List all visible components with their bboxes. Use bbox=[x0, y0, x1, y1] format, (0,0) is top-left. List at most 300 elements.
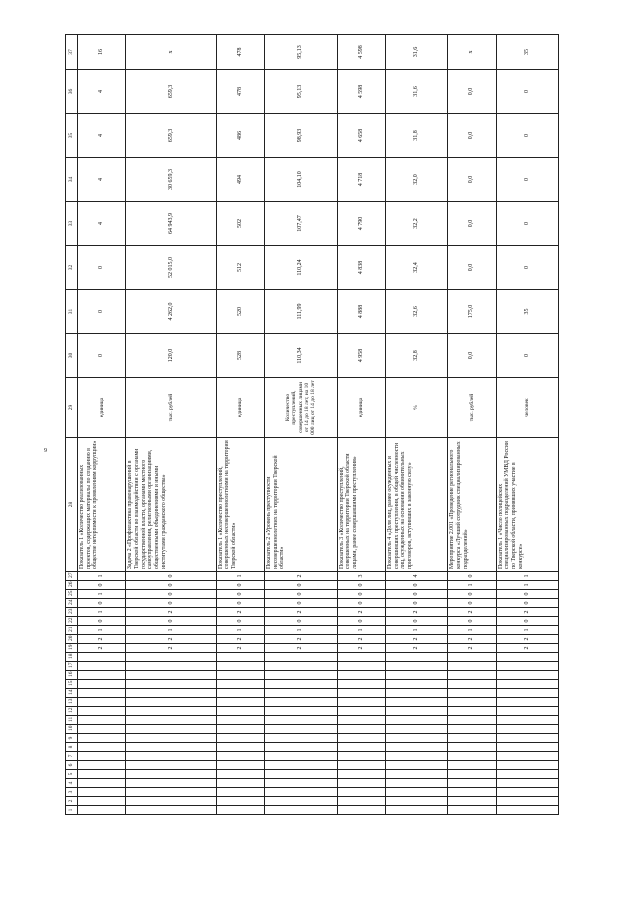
code-digit-cell: 2 bbox=[448, 635, 496, 644]
value-cell: 0 bbox=[496, 202, 558, 246]
indicator-name-cell: Показатель 1 «Количество реализованных проектов, содержащих материалы по созданию в обществе нетерпимости к проявлениям коррупции» bbox=[78, 438, 126, 572]
code-digit-cell bbox=[216, 743, 264, 752]
code-digit-cell bbox=[385, 698, 447, 707]
code-digit-cell bbox=[216, 716, 264, 725]
code-digit-cell bbox=[78, 653, 126, 662]
code-digit-cell: 2 bbox=[216, 608, 264, 617]
code-digit-cell: 0 bbox=[385, 617, 447, 626]
program-indicators-table bbox=[65, 34, 559, 815]
value-cell: 4 658 bbox=[337, 114, 385, 158]
code-digit-cell: 2 bbox=[385, 635, 447, 644]
code-digit-cell bbox=[385, 707, 447, 716]
code-digit-cell: 0 bbox=[385, 590, 447, 599]
code-digit-cell bbox=[385, 734, 447, 743]
code-digit-cell: 2 bbox=[126, 608, 216, 617]
value-cell: 52 015,0 bbox=[126, 246, 216, 290]
code-digit-cell: 0 bbox=[264, 590, 337, 599]
code-digit-cell bbox=[216, 725, 264, 734]
code-digit-cell bbox=[126, 707, 216, 716]
value-cell: 502 bbox=[216, 202, 264, 246]
value-cell: 512 bbox=[216, 246, 264, 290]
value-cell: 659,3 bbox=[126, 114, 216, 158]
code-digit-cell bbox=[264, 680, 337, 689]
code-digit-cell bbox=[78, 770, 126, 779]
code-digit-cell bbox=[126, 743, 216, 752]
value-cell: 528 bbox=[216, 334, 264, 378]
code-digit-cell: 0 bbox=[126, 617, 216, 626]
code-digit-cell: 2 bbox=[78, 635, 126, 644]
code-digit-cell bbox=[264, 806, 337, 815]
code-digit-cell bbox=[264, 752, 337, 761]
value-cell: 0 bbox=[496, 114, 558, 158]
code-digit-cell: 1 bbox=[78, 608, 126, 617]
code-digit-cell bbox=[78, 761, 126, 770]
code-digit-cell bbox=[385, 689, 447, 698]
value-cell: 4 718 bbox=[337, 158, 385, 202]
code-digit-cell bbox=[337, 752, 385, 761]
column-number-16: 16 bbox=[66, 671, 78, 680]
unit-cell: тыс. рублей bbox=[448, 378, 496, 438]
code-digit-cell: 0 bbox=[264, 599, 337, 608]
code-digit-cell bbox=[126, 806, 216, 815]
column-number-15: 15 bbox=[66, 680, 78, 689]
code-digit-cell bbox=[78, 716, 126, 725]
code-digit-cell bbox=[216, 788, 264, 797]
code-digit-cell bbox=[78, 797, 126, 806]
code-digit-cell bbox=[126, 671, 216, 680]
column-number-8: 8 bbox=[66, 743, 78, 752]
table-row bbox=[216, 35, 264, 815]
code-digit-cell bbox=[337, 680, 385, 689]
code-digit-cell: 0 bbox=[448, 590, 496, 599]
code-digit-cell bbox=[78, 671, 126, 680]
code-digit-cell: 0 bbox=[216, 590, 264, 599]
code-digit-cell bbox=[216, 752, 264, 761]
value-cell: 35 bbox=[496, 35, 558, 70]
code-digit-cell bbox=[448, 725, 496, 734]
column-number-27: 27 bbox=[66, 572, 78, 581]
code-digit-cell bbox=[496, 716, 558, 725]
column-number-12: 12 bbox=[66, 707, 78, 716]
code-digit-cell bbox=[126, 716, 216, 725]
unit-cell: единица bbox=[216, 378, 264, 438]
indicator-name-cell: Показатель 4 «Доля лиц, ранее осужденных и совершивших преступления, в общей численности лиц, осужденных на основании обвинительных приговоров, вступивших в законную силу» bbox=[385, 438, 447, 572]
code-digit-cell bbox=[385, 662, 447, 671]
value-cell: 4 790 bbox=[337, 202, 385, 246]
code-digit-cell bbox=[216, 662, 264, 671]
column-number-6: 6 bbox=[66, 761, 78, 770]
value-cell: 32,2 bbox=[385, 202, 447, 246]
code-digit-cell bbox=[337, 806, 385, 815]
code-digit-cell: 0 bbox=[337, 599, 385, 608]
code-digit-cell bbox=[216, 698, 264, 707]
value-cell: 31,6 bbox=[385, 70, 447, 114]
code-digit-cell: 1 bbox=[78, 572, 126, 581]
code-digit-cell bbox=[126, 662, 216, 671]
table-row bbox=[264, 35, 337, 815]
column-number-21: 21 bbox=[66, 626, 78, 635]
code-digit-cell: 0 bbox=[126, 572, 216, 581]
value-cell: 0 bbox=[78, 290, 126, 334]
code-digit-cell bbox=[216, 707, 264, 716]
code-digit-cell bbox=[78, 779, 126, 788]
code-digit-cell bbox=[264, 779, 337, 788]
value-cell: 110,24 bbox=[264, 246, 337, 290]
code-digit-cell bbox=[78, 698, 126, 707]
value-cell: 31,6 bbox=[385, 35, 447, 70]
code-digit-cell: 2 bbox=[496, 635, 558, 644]
column-number-9: 9 bbox=[66, 734, 78, 743]
code-digit-cell bbox=[496, 662, 558, 671]
code-digit-cell bbox=[448, 671, 496, 680]
code-digit-cell bbox=[337, 662, 385, 671]
code-digit-cell: 2 bbox=[496, 644, 558, 653]
column-number-14: 14 bbox=[66, 689, 78, 698]
code-digit-cell bbox=[385, 797, 447, 806]
indicator-name-cell: Задача 2 «Профилактика правонарушений в Тверской области во взаимодействии с органами государственной власти, органами местного самоуправления, религиозными организациями, общественными объединениями и иными институтами гражданского общества» bbox=[126, 438, 216, 572]
code-digit-cell bbox=[126, 788, 216, 797]
column-number-4: 4 bbox=[66, 779, 78, 788]
code-digit-cell bbox=[216, 806, 264, 815]
code-digit-cell bbox=[337, 689, 385, 698]
column-number-25: 25 bbox=[66, 590, 78, 599]
code-digit-cell bbox=[448, 662, 496, 671]
indicator-name-cell: Показатель 1 «Количество преступлений, совершенных несовершеннолетними на территории Тверской области» bbox=[216, 438, 264, 572]
value-cell: 32,6 bbox=[385, 290, 447, 334]
code-digit-cell bbox=[385, 725, 447, 734]
unit-cell: Количество преступлений, совершенных лицами от 14 до 18 лет, на 10 000 лиц от 14 до 18 лет bbox=[264, 378, 337, 438]
code-digit-cell bbox=[385, 788, 447, 797]
code-digit-cell bbox=[496, 770, 558, 779]
value-cell: 4 958 bbox=[337, 334, 385, 378]
indicator-name-cell: Мероприятие 2.001 «Проведение регионального конкурса «Лучший сотрудник специализированных подразделений» bbox=[448, 438, 496, 572]
code-digit-cell bbox=[448, 806, 496, 815]
value-cell: 4 598 bbox=[337, 35, 385, 70]
value-cell: 478 bbox=[216, 70, 264, 114]
code-digit-cell: 0 bbox=[337, 581, 385, 590]
column-number-7: 7 bbox=[66, 752, 78, 761]
value-cell: 0 bbox=[496, 70, 558, 114]
value-cell: 0,0 bbox=[448, 334, 496, 378]
code-digit-cell: 4 bbox=[385, 572, 447, 581]
value-cell: 104,10 bbox=[264, 158, 337, 202]
code-digit-cell bbox=[126, 770, 216, 779]
column-number-11: 11 bbox=[66, 716, 78, 725]
code-digit-cell bbox=[496, 752, 558, 761]
column-number-22: 22 bbox=[66, 617, 78, 626]
value-cell: 32,4 bbox=[385, 246, 447, 290]
code-digit-cell: 0 bbox=[448, 599, 496, 608]
value-cell: 0,0 bbox=[448, 158, 496, 202]
code-digit-cell bbox=[78, 734, 126, 743]
rotated-table-container bbox=[65, 45, 559, 815]
value-cell: 110,34 bbox=[264, 334, 337, 378]
value-cell: 494 bbox=[216, 158, 264, 202]
column-number-35: 35 bbox=[66, 114, 78, 158]
value-cell: 16 bbox=[78, 35, 126, 70]
code-digit-cell: 0 bbox=[337, 617, 385, 626]
code-digit-cell bbox=[78, 788, 126, 797]
code-digit-cell: 2 bbox=[126, 644, 216, 653]
code-digit-cell bbox=[337, 779, 385, 788]
value-cell: 95,13 bbox=[264, 70, 337, 114]
page-number: 9 bbox=[44, 448, 47, 454]
code-digit-cell: 2 bbox=[264, 608, 337, 617]
table-row bbox=[385, 35, 447, 815]
code-digit-cell bbox=[448, 761, 496, 770]
code-digit-cell: 1 bbox=[385, 626, 447, 635]
code-digit-cell bbox=[78, 680, 126, 689]
code-digit-cell bbox=[448, 734, 496, 743]
code-digit-cell bbox=[126, 689, 216, 698]
code-digit-cell bbox=[78, 806, 126, 815]
code-digit-cell bbox=[126, 698, 216, 707]
value-cell: 30 659,3 bbox=[126, 158, 216, 202]
code-digit-cell bbox=[337, 734, 385, 743]
table-row bbox=[448, 35, 496, 815]
code-digit-cell bbox=[337, 707, 385, 716]
code-digit-cell bbox=[496, 779, 558, 788]
code-digit-cell bbox=[264, 662, 337, 671]
value-cell: 32,0 bbox=[385, 158, 447, 202]
code-digit-cell bbox=[385, 761, 447, 770]
code-digit-cell bbox=[496, 743, 558, 752]
value-cell: х bbox=[448, 35, 496, 70]
code-digit-cell bbox=[496, 680, 558, 689]
code-digit-cell bbox=[385, 716, 447, 725]
code-digit-cell bbox=[496, 653, 558, 662]
code-digit-cell: 2 bbox=[448, 644, 496, 653]
code-digit-cell bbox=[496, 797, 558, 806]
code-digit-cell bbox=[216, 734, 264, 743]
code-digit-cell bbox=[385, 671, 447, 680]
column-number-28: 28 bbox=[66, 438, 78, 572]
code-digit-cell bbox=[78, 743, 126, 752]
code-digit-cell bbox=[264, 653, 337, 662]
code-digit-cell bbox=[264, 743, 337, 752]
code-digit-cell: 0 bbox=[496, 590, 558, 599]
code-digit-cell bbox=[337, 698, 385, 707]
value-cell: 111,99 bbox=[264, 290, 337, 334]
code-digit-cell bbox=[337, 770, 385, 779]
column-number-1: 1 bbox=[66, 806, 78, 815]
code-digit-cell bbox=[78, 662, 126, 671]
value-cell: 4 bbox=[78, 114, 126, 158]
code-digit-cell: 2 bbox=[337, 608, 385, 617]
value-cell: 4 888 bbox=[337, 290, 385, 334]
code-digit-cell bbox=[496, 689, 558, 698]
code-digit-cell bbox=[216, 680, 264, 689]
column-number-18: 18 bbox=[66, 653, 78, 662]
code-digit-cell bbox=[216, 779, 264, 788]
code-digit-cell bbox=[448, 788, 496, 797]
code-digit-cell bbox=[126, 680, 216, 689]
column-number-37: 37 bbox=[66, 35, 78, 70]
value-cell: 98,93 bbox=[264, 114, 337, 158]
code-digit-cell bbox=[385, 743, 447, 752]
value-cell: 0,0 bbox=[448, 114, 496, 158]
code-digit-cell bbox=[264, 698, 337, 707]
code-digit-cell: 1 bbox=[216, 626, 264, 635]
value-cell: 0 bbox=[496, 158, 558, 202]
code-digit-cell bbox=[448, 680, 496, 689]
code-digit-cell bbox=[126, 653, 216, 662]
code-digit-cell: 0 bbox=[448, 572, 496, 581]
unit-cell: % bbox=[385, 378, 447, 438]
code-digit-cell bbox=[448, 689, 496, 698]
code-digit-cell bbox=[78, 707, 126, 716]
code-digit-cell: 0 bbox=[385, 599, 447, 608]
value-cell: 0,0 bbox=[448, 70, 496, 114]
column-number-31: 31 bbox=[66, 290, 78, 334]
code-digit-cell: 2 bbox=[78, 644, 126, 653]
column-number-19: 19 bbox=[66, 644, 78, 653]
code-digit-cell: 0 bbox=[264, 617, 337, 626]
value-cell: 4 bbox=[78, 158, 126, 202]
code-digit-cell bbox=[78, 689, 126, 698]
value-cell: 4 bbox=[78, 70, 126, 114]
code-digit-cell bbox=[496, 725, 558, 734]
code-digit-cell bbox=[448, 653, 496, 662]
code-digit-cell bbox=[264, 707, 337, 716]
code-digit-cell bbox=[337, 653, 385, 662]
column-number-header-row bbox=[66, 35, 78, 815]
code-digit-cell: 0 bbox=[216, 617, 264, 626]
code-digit-cell bbox=[496, 806, 558, 815]
column-number-24: 24 bbox=[66, 599, 78, 608]
column-number-10: 10 bbox=[66, 725, 78, 734]
code-digit-cell bbox=[337, 716, 385, 725]
value-cell: 0,0 bbox=[448, 246, 496, 290]
column-number-20: 20 bbox=[66, 635, 78, 644]
value-cell: 4 838 bbox=[337, 246, 385, 290]
code-digit-cell bbox=[216, 671, 264, 680]
column-number-13: 13 bbox=[66, 698, 78, 707]
code-digit-cell: 0 bbox=[496, 617, 558, 626]
value-cell: 35 bbox=[496, 290, 558, 334]
code-digit-cell bbox=[448, 698, 496, 707]
column-number-3: 3 bbox=[66, 788, 78, 797]
code-digit-cell bbox=[496, 734, 558, 743]
value-cell: 32,8 bbox=[385, 334, 447, 378]
code-digit-cell bbox=[337, 797, 385, 806]
code-digit-cell bbox=[448, 752, 496, 761]
code-digit-cell bbox=[385, 680, 447, 689]
column-number-5: 5 bbox=[66, 770, 78, 779]
code-digit-cell bbox=[264, 770, 337, 779]
code-digit-cell bbox=[264, 671, 337, 680]
value-cell: 120,0 bbox=[126, 334, 216, 378]
code-digit-cell bbox=[216, 761, 264, 770]
code-digit-cell bbox=[126, 797, 216, 806]
code-digit-cell: 1 bbox=[496, 626, 558, 635]
value-cell: 31,8 bbox=[385, 114, 447, 158]
column-number-30: 30 bbox=[66, 334, 78, 378]
code-digit-cell: 0 bbox=[78, 599, 126, 608]
code-digit-cell: 0 bbox=[78, 617, 126, 626]
code-digit-cell: 0 bbox=[78, 581, 126, 590]
unit-cell: человек bbox=[496, 378, 558, 438]
code-digit-cell bbox=[496, 761, 558, 770]
code-digit-cell bbox=[448, 779, 496, 788]
code-digit-cell: 0 bbox=[216, 581, 264, 590]
table-row bbox=[78, 35, 126, 815]
code-digit-cell: 1 bbox=[78, 590, 126, 599]
table-row bbox=[126, 35, 216, 815]
code-digit-cell bbox=[448, 707, 496, 716]
code-digit-cell bbox=[337, 671, 385, 680]
unit-cell: тыс. рублей bbox=[126, 378, 216, 438]
value-cell: 175,0 bbox=[448, 290, 496, 334]
code-digit-cell bbox=[448, 743, 496, 752]
code-digit-cell bbox=[337, 761, 385, 770]
value-cell: 659,3 bbox=[126, 70, 216, 114]
code-digit-cell bbox=[264, 788, 337, 797]
code-digit-cell bbox=[385, 779, 447, 788]
column-number-34: 34 bbox=[66, 158, 78, 202]
code-digit-cell bbox=[264, 725, 337, 734]
value-cell: 486 bbox=[216, 114, 264, 158]
code-digit-cell bbox=[264, 734, 337, 743]
indicator-name-cell: Показатель 2 «Уровень преступности несовершеннолетних на территории Тверской области» bbox=[264, 438, 337, 572]
code-digit-cell: 2 bbox=[264, 635, 337, 644]
code-digit-cell bbox=[216, 689, 264, 698]
column-number-17: 17 bbox=[66, 662, 78, 671]
code-digit-cell bbox=[126, 725, 216, 734]
value-cell: 0,0 bbox=[448, 202, 496, 246]
indicator-name-cell: Показатель 3 «Количество преступлений, совершенных на территории Тверской области лицами, ранее совершавшими преступления» bbox=[337, 438, 385, 572]
column-number-32: 32 bbox=[66, 246, 78, 290]
code-digit-cell: 0 bbox=[337, 590, 385, 599]
code-digit-cell bbox=[264, 797, 337, 806]
code-digit-cell bbox=[337, 788, 385, 797]
code-digit-cell: 2 bbox=[126, 635, 216, 644]
code-digit-cell: 1 bbox=[337, 626, 385, 635]
code-digit-cell: 1 bbox=[496, 581, 558, 590]
value-cell: 520 bbox=[216, 290, 264, 334]
code-digit-cell: 1 bbox=[78, 626, 126, 635]
code-digit-cell: 0 bbox=[126, 590, 216, 599]
code-digit-cell bbox=[385, 806, 447, 815]
code-digit-cell: 2 bbox=[496, 608, 558, 617]
code-digit-cell bbox=[126, 779, 216, 788]
code-digit-cell: 2 bbox=[385, 644, 447, 653]
code-digit-cell: 0 bbox=[126, 581, 216, 590]
code-digit-cell: 0 bbox=[496, 599, 558, 608]
code-digit-cell: 0 bbox=[216, 599, 264, 608]
code-digit-cell: 0 bbox=[264, 581, 337, 590]
code-digit-cell bbox=[448, 797, 496, 806]
value-cell: 0 bbox=[496, 246, 558, 290]
code-digit-cell bbox=[264, 689, 337, 698]
code-digit-cell bbox=[78, 752, 126, 761]
table-body bbox=[78, 35, 559, 815]
code-digit-cell bbox=[264, 716, 337, 725]
value-cell: 95,13 bbox=[264, 35, 337, 70]
value-cell: 107,47 bbox=[264, 202, 337, 246]
code-digit-cell bbox=[496, 707, 558, 716]
value-cell: 0 bbox=[78, 246, 126, 290]
unit-cell: единица bbox=[337, 378, 385, 438]
code-digit-cell bbox=[337, 743, 385, 752]
code-digit-cell bbox=[385, 653, 447, 662]
code-digit-cell bbox=[496, 698, 558, 707]
column-number-26: 26 bbox=[66, 581, 78, 590]
value-cell: 4 262,0 bbox=[126, 290, 216, 334]
value-cell: 0 bbox=[78, 334, 126, 378]
table-row bbox=[496, 35, 558, 815]
code-digit-cell: 2 bbox=[216, 644, 264, 653]
